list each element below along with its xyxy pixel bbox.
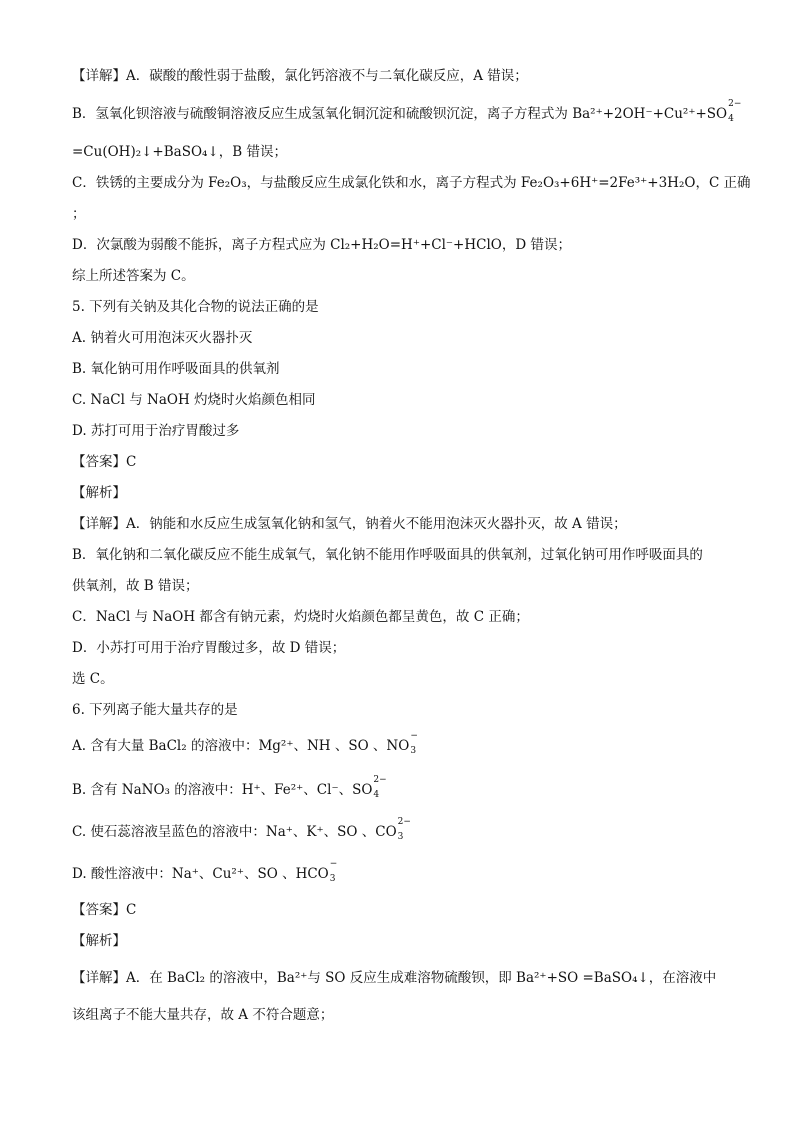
text-line-4: C．铁锈的主要成分为 Fe₂O₃，与盐酸反应生成氯化铁和水，离子方程式为 Fe₂O₃+6H⁺=2Fe³⁺+3H₂O，C 正确: [72, 175, 751, 191]
question-5-option-c: C. NaCl 与 NaOH 灼烧时火焰颜色相同: [72, 392, 316, 408]
text-line-6: D．次氯酸为弱酸不能拆，离子方程式应为 Cl₂+H₂O=H⁺+Cl⁻+HClO，D 错误；: [72, 237, 571, 253]
text-line-3: =Cu(OH)₂↓+BaSO₄↓，B 错误；: [72, 144, 287, 160]
question-5-option-b: B. 氧化钠可用作呼吸面具的供氧剂: [72, 361, 280, 377]
question-6-option-d: [72, 859, 732, 884]
analysis-label-6: 【解析】: [72, 933, 126, 949]
question-6-option-b: [72, 775, 732, 800]
question-5-option-a: A. 钠着火可用泡沫灭火器扑灭: [72, 330, 253, 346]
text-line-5: ；: [72, 206, 86, 222]
text-line-18: C．NaCl 与 NaOH 都含有钠元素，灼烧时火焰颜色都呈黄色，故 C 正确；: [72, 609, 529, 625]
analysis-label-5: 【解析】: [72, 485, 126, 501]
hco3-ion-superscript: − 3: [329, 859, 338, 884]
so4-ion-superscript-b: 2− 4: [373, 775, 387, 800]
answer-label-5: 【答案】C: [72, 454, 137, 470]
text-line-19: D．小苏打可用于治疗胃酸过多，故 D 错误；: [72, 640, 346, 656]
no3-ion-superscript: − 3: [410, 731, 418, 756]
option-d-text: D. 酸性溶液中：Na⁺、Cu²⁺、SO 、HCO: [72, 866, 329, 882]
option-c-text: C. 使石蕊溶液呈蓝色的溶液中：Na⁺、K⁺、SO 、CO: [72, 824, 397, 840]
text-line-15: 【详解】A．钠能和水反应生成氢氧化钠和氢气，钠着火不能用泡沫灭火器扑灭，故 A 错误；: [72, 516, 627, 532]
option-a-text: A. 含有大量 BaCl₂ 的溶液中：Mg²⁺、NH 、SO 、NO: [72, 738, 410, 754]
co3-ion-superscript: 2− 3: [397, 817, 411, 842]
question-6-stem: 6. 下列离子能大量共存的是: [72, 702, 238, 718]
option-b-text: B. 含有 NaNO₃ 的溶液中：H⁺、Fe²⁺、Cl⁻、SO: [72, 782, 373, 798]
text-line-1: 【详解】A．碳酸的酸性弱于盐酸，氯化钙溶液不与二氧化碳反应，A 错误；: [72, 68, 528, 84]
text-line-28: 【详解】A．在 BaCl₂ 的溶液中，Ba²⁺与 SO 反应生成难溶物硫酸钡，即 Ba²⁺+SO =BaSO₄↓，在溶液中: [72, 970, 717, 986]
question-5-stem: 5. 下列有关钠及其化合物的说法正确的是: [72, 299, 319, 315]
text-line-16: B．氧化钠和二氧化碳反应不能生成氧气，氧化钠不能用作呼吸面具的供氧剂，过氧化钠可用作呼吸面具的: [72, 547, 703, 563]
text-line-17: 供氧剂，故 B 错误；: [72, 578, 199, 594]
question-6-option-a: [72, 731, 732, 756]
question-6-option-c: [72, 817, 732, 842]
text-line-7: 综上所述答案为 C。: [72, 268, 195, 284]
text-line-20: 选 C。: [72, 671, 114, 687]
question-5-option-d: D. 苏打可用于治疗胃酸过多: [72, 423, 240, 439]
text-line-2: [72, 99, 742, 124]
so4-ion-superscript: 2− 4: [728, 99, 742, 124]
text-line-29: 该组离子不能大量共存，故 A 不符合题意；: [72, 1007, 334, 1023]
line-2-text: B．氢氧化钡溶液与硫酸铜溶液反应生成氢氧化铜沉淀和硫酸钡沉淀，离子方程式为 Ba²⁺+2OH⁻+Cu²⁺+SO: [72, 106, 728, 122]
answer-label-6: 【答案】C: [72, 902, 137, 918]
